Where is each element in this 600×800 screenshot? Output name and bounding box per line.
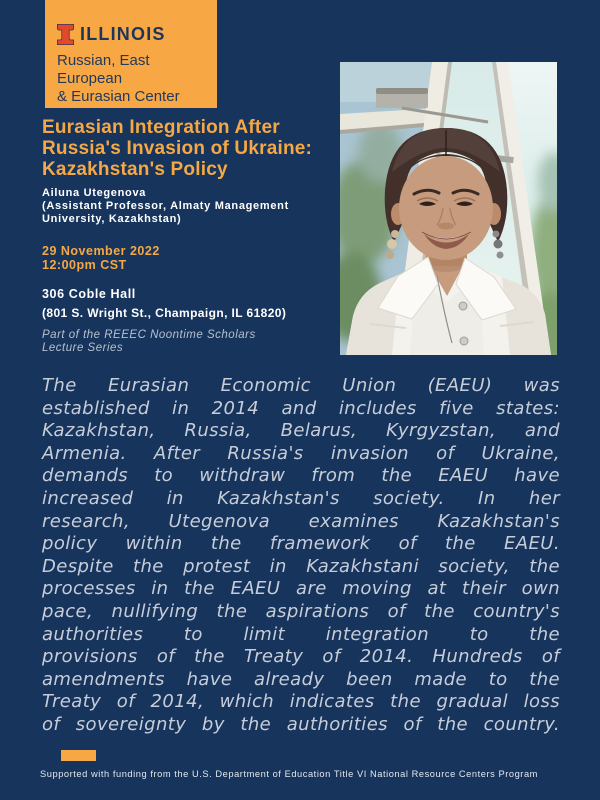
series-note: Part of the REEEC Noontime Scholars Lecture Series <box>42 329 256 354</box>
abstract-line: Treaty of 2014, which indicates the gradual loss <box>42 691 560 713</box>
venue-name: 306 Coble Hall <box>42 287 136 301</box>
abstract-line: processes in the EAEU are moving at their own <box>42 578 560 600</box>
abstract-line: of sovereignty by the authorities of the country. <box>42 713 560 735</box>
abstract-line: demands to withdraw from the EAEU have <box>42 465 560 487</box>
date-time-block <box>42 245 160 272</box>
event-title-line: Kazakhstan's Policy <box>42 159 228 180</box>
block-i-icon <box>57 24 74 45</box>
event-time: 12:00pm CST <box>42 257 127 272</box>
abstract-line: amendments have already been made to the <box>42 668 560 690</box>
abstract-line: increased in Kazakhstan's society. In her <box>42 487 560 509</box>
abstract-line: authorities to limit integration to the <box>42 623 560 645</box>
abstract-line: pace, nullifying the aspirations of the country's <box>42 600 560 622</box>
event-date: 29 November 2022 <box>42 244 160 258</box>
venue-address: (801 S. Wright St., Champaign, IL 61820) <box>42 306 287 320</box>
abstract-line: research, Utegenova examines Kazakhstan's <box>42 510 560 532</box>
abstract-line: provisions of the Treaty of 2014. Hundreds of <box>42 646 560 668</box>
abstract-line: established in 2014 and includes five states: <box>42 397 560 419</box>
event-title-line: Eurasian Integration After <box>42 117 280 138</box>
accent-bar <box>61 750 96 761</box>
speaker-photo <box>340 62 557 355</box>
abstract-line: Kazakhstan, Russia, Belarus, Kyrgyzstan, and <box>42 420 560 442</box>
center-name-line1: Russian, East European <box>57 52 150 87</box>
center-name <box>57 52 217 106</box>
abstract-line: policy within the framework of the EAEU. <box>42 533 560 555</box>
speaker-name: Ailuna Utegenova <box>42 187 147 199</box>
speaker-block <box>42 187 337 226</box>
funding-note: Supported with funding from the U.S. Department of Education Title VI National Resource Centers Program <box>40 769 538 779</box>
speaker-affiliation: (Assistant Professor, Almaty Management University, Kazakhstan) <box>42 200 289 225</box>
abstract-line: The Eurasian Economic Union (EAEU) was <box>42 375 560 396</box>
event-title-line: Russia's Invasion of Ukraine: <box>42 138 313 159</box>
illinois-wordmark: ILLINOIS <box>80 24 166 44</box>
abstract-text <box>42 375 560 737</box>
illinois-logo <box>57 24 217 45</box>
event-title <box>42 117 352 180</box>
abstract-line: Despite the protest in Kazakhstani society, the <box>42 555 560 577</box>
reeec-logo-box <box>45 0 217 108</box>
center-name-line2: & Eurasian Center <box>57 88 180 105</box>
abstract-line: Armenia. After Russia's invasion of Ukraine, <box>42 442 560 464</box>
